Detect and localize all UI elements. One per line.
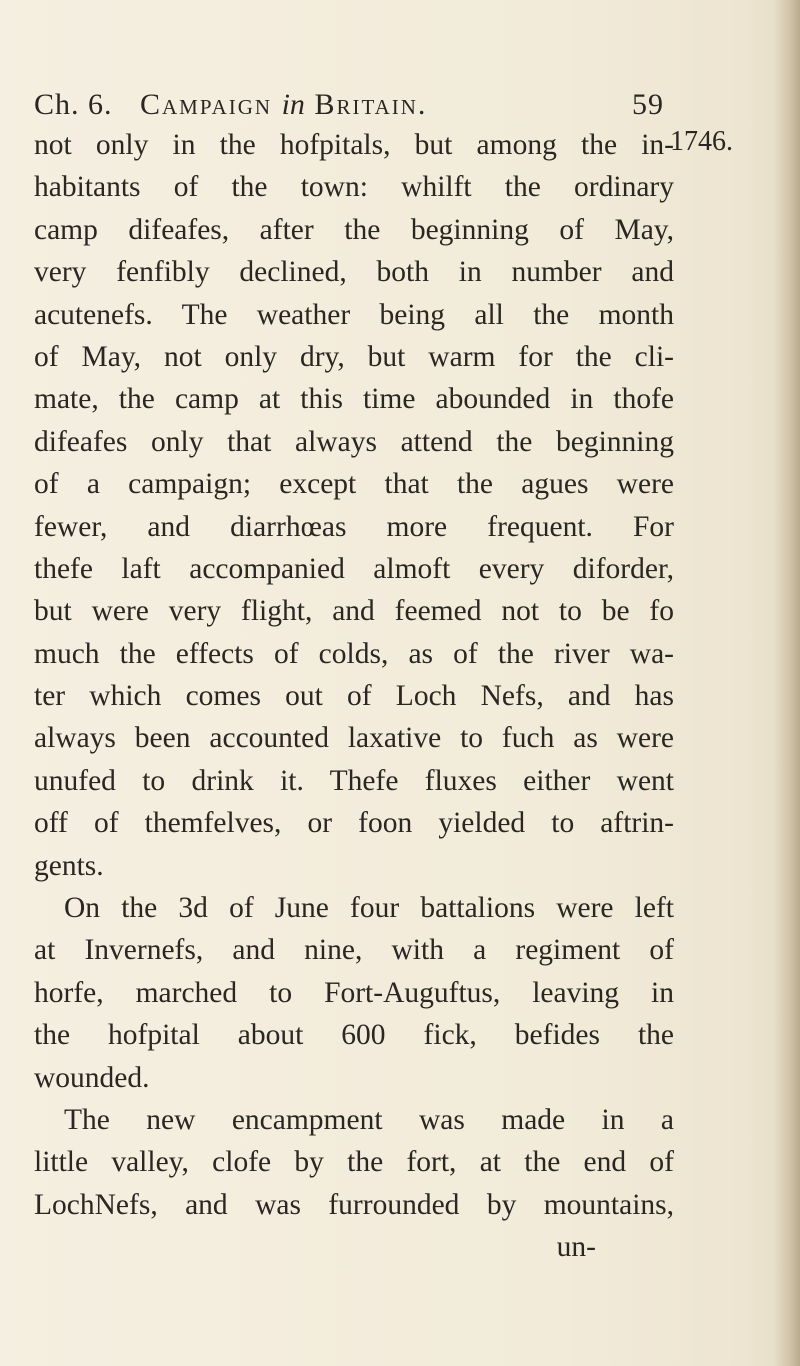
text-line: gents.	[34, 849, 104, 882]
text-line: but were very flight, and feemed not to be fo	[34, 595, 674, 628]
text-line: unufed to drink it. Thefe fluxes either went	[34, 764, 674, 797]
text-line: thefe laft accompanied almoft every diforder,	[34, 552, 674, 585]
text-line: horfe, marched to Fort-Auguftus, leaving in	[34, 976, 674, 1009]
running-title-suffix: Britain.	[304, 88, 428, 121]
running-title-prefix: Campaign	[140, 88, 282, 121]
text-line: always been accounted laxative to fuch as were	[34, 722, 674, 755]
running-header	[34, 88, 664, 128]
body-text	[34, 124, 674, 1269]
page-number: 59	[632, 88, 664, 121]
margin-year-note: 1746.	[670, 126, 733, 157]
text-line: of May, not only dry, but warm for the cli-	[34, 340, 674, 373]
text-line: much the effects of colds, as of the river wa-	[34, 637, 674, 670]
text-line: mate, the camp at this time abounded in thofe	[34, 383, 674, 416]
text-line: wounded.	[34, 1061, 150, 1094]
running-title	[140, 88, 427, 122]
running-title-italic: in	[281, 88, 305, 121]
text-line: the hofpital about 600 fick, befides the	[34, 1019, 674, 1052]
text-line: at Invernefs, and nine, with a regiment of	[34, 934, 674, 967]
text-line: difeafes only that always attend the beginning	[34, 425, 674, 458]
text-line: not only in the hofpitals, but among the in-	[34, 129, 674, 161]
text-line: of a campaign; except that the agues were	[34, 468, 674, 501]
text-line: The new encampment was made in a	[64, 1103, 674, 1136]
page-binding-edge	[774, 0, 800, 1366]
text-line: ter which comes out of Loch Nefs, and has	[34, 680, 674, 713]
text-line: acutenefs. The weather being all the month	[34, 298, 674, 331]
chapter-label: Ch. 6.	[34, 88, 113, 121]
catchword: un-	[556, 1231, 596, 1264]
text-line: On the 3d of June four battalions were left	[64, 892, 674, 925]
text-line: fewer, and diarrhœas more frequent. For	[34, 510, 674, 543]
text-line: habitants of the town: whilft the ordinary	[34, 171, 674, 204]
text-line: off of themfelves, or foon yielded to aftrin-	[34, 807, 674, 840]
text-line: very fenfibly declined, both in number and	[34, 256, 674, 289]
text-line: camp difeafes, after the beginning of May,	[34, 213, 674, 246]
text-line: little valley, clofe by the fort, at the end of	[34, 1146, 674, 1179]
text-line: LochNefs, and was furrounded by mountains,	[34, 1188, 674, 1221]
